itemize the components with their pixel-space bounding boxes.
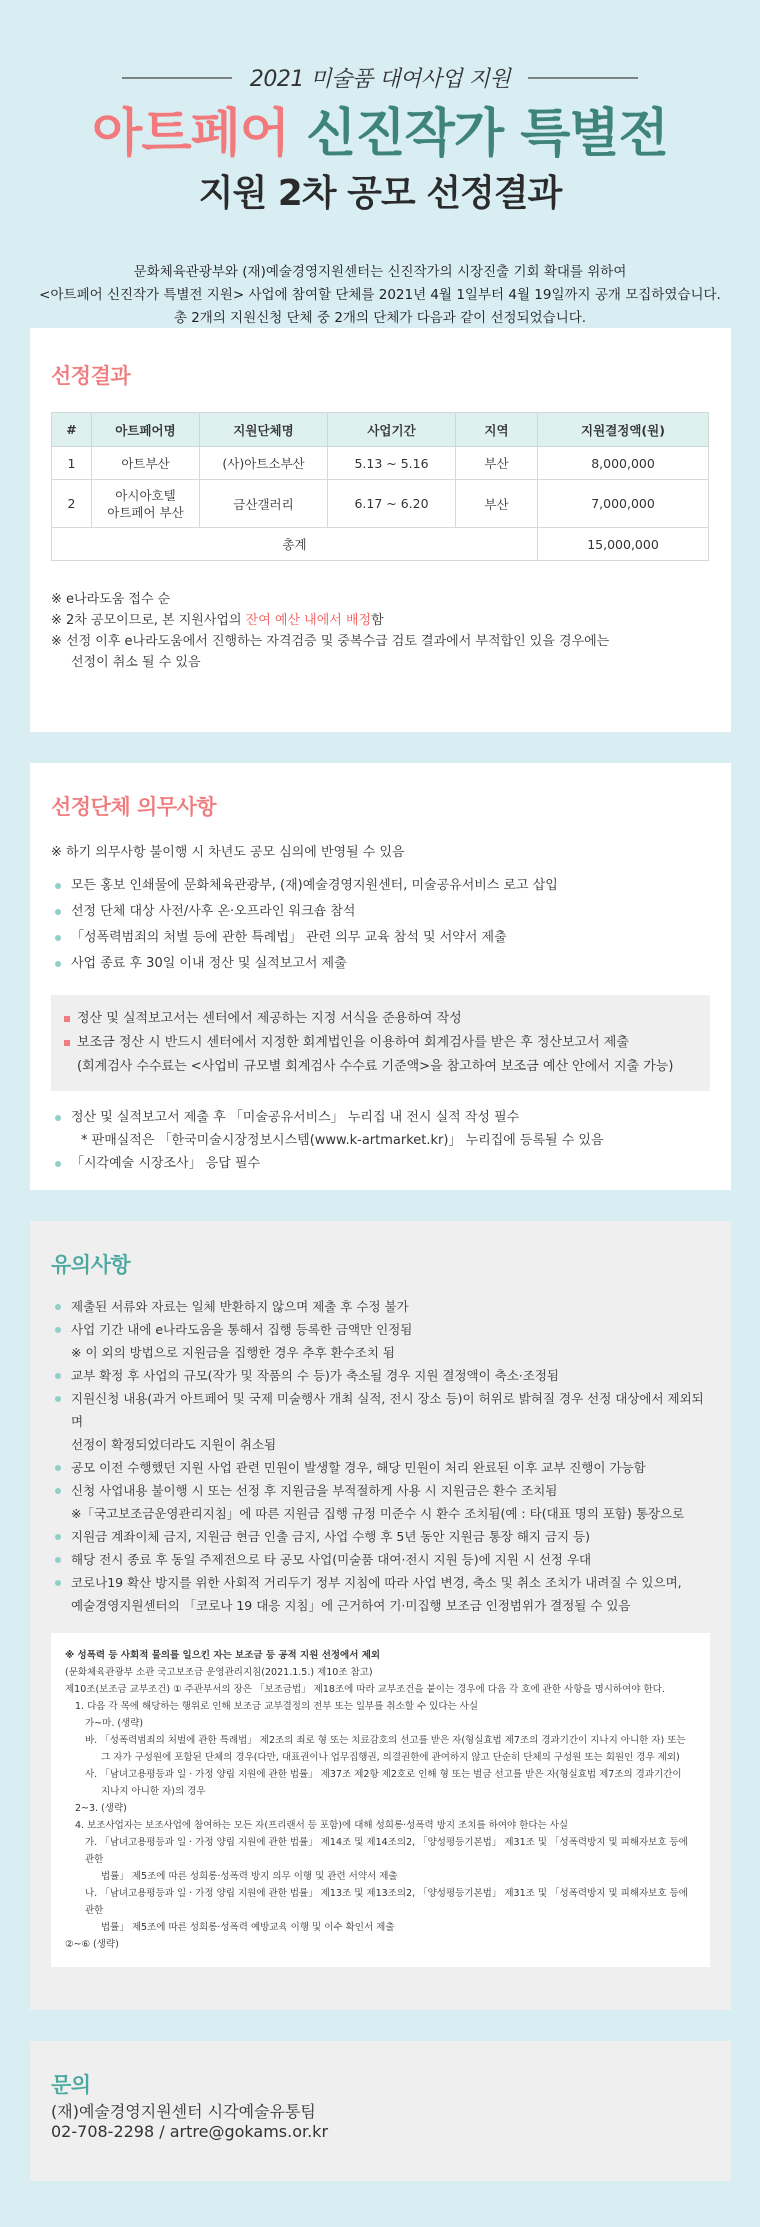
law-line: 1. 다음 각 목에 해당하는 행위로 인해 보조금 교부결정의 전부 또는 일부를 취소할 수 있다는 사실 [75, 1701, 479, 1712]
col-header: 지원결정액(원) [538, 413, 709, 447]
cell-org: (사)아트소부산 [200, 447, 328, 480]
duties-list-2 [51, 1105, 710, 1177]
col-header: 아트페어명 [92, 413, 200, 447]
cell-region: 부산 [456, 480, 538, 528]
cell-no: 2 [52, 480, 92, 528]
list-item: 「성폭력범죄의 처벌 등에 관한 특례법」 관련 의무 교육 참석 및 서약서 제출 [51, 925, 710, 951]
list-item: 해당 전시 종료 후 동일 주제전으로 타 공모 사업(미술품 대여·전시 지원 등)에 지원 시 선정 우대 [51, 1548, 710, 1571]
list-item: 지원신청 내용(과거 아트페어 및 국제 미술행사 개최 실적, 전시 장소 등)이 허위로 밝혀질 경우 선정 대상에서 제외되며 [51, 1387, 710, 1433]
list-item: 신청 사업내용 불이행 시 또는 선정 후 지원금을 부적절하게 사용 시 지원금은 환수 조치됨 [51, 1479, 710, 1502]
box-item: 정산 및 실적보고서는 센터에서 제공하는 지정 서식을 준용하여 작성 [63, 1007, 698, 1031]
col-header: 지역 [456, 413, 538, 447]
list-item: 교부 확정 후 사업의 규모(작가 및 작품의 수 등)가 축소될 경우 지원 결정액이 축소·조정됨 [51, 1364, 710, 1387]
law-line: ※ 성폭력 등 사회적 물의를 일으킨 자는 보조금 등 공적 지원 선정에서 제외 [65, 1650, 381, 1661]
title-green: 신진작가 특별전 [306, 104, 668, 164]
law-line: 법률」 제5조에 따른 성희롱·성폭력 방지 의무 이행 및 관련 서약서 제출 [101, 1871, 398, 1882]
header [0, 0, 760, 330]
col-header: 사업기간 [328, 413, 456, 447]
results-card [30, 328, 731, 732]
contact-title: 문의 [51, 2073, 91, 2097]
note: ※ e나라도움 접수 순 [51, 592, 171, 607]
list-item: 정산 및 실적보고서 제출 후 「미술공유서비스」 누리집 내 전시 실적 작성 필수 [51, 1105, 710, 1131]
list-item: 공모 이전 수행했던 지원 사업 관련 민원이 발생할 경우, 해당 민원이 처리 완료된 이후 교부 진행이 가능함 [51, 1456, 710, 1479]
note-text: ※ 2차 공모이므로, 본 지원사업의 [51, 613, 246, 628]
cell-fair [92, 480, 200, 528]
table-row [52, 447, 709, 480]
list-subnote: * 판매실적은 「한국미술시장정보시스템(www.k-artmarket.kr)」 누리집에 등록될 수 있음 [81, 1133, 604, 1148]
cell-period: 6.17 ~ 6.20 [328, 480, 456, 528]
list-item: 제출된 서류와 자료는 일체 반환하지 않으며 제출 후 수정 불가 [51, 1295, 710, 1318]
note-highlight: 잔여 예산 내에서 배정 [245, 613, 372, 628]
col-header: # [52, 413, 92, 447]
fair-line: 아시아호텔 [115, 487, 176, 503]
duties-lead: ※ 하기 의무사항 불이행 시 차년도 공모 심의에 반영될 수 있음 [51, 845, 405, 860]
law-line: 제10조(보조금 교부조건) ① 주관부서의 장은 「보조금법」 제18조에 따라 교부조건을 붙이는 경우에 다음 각 호에 관한 사항을 명시하여야 한다. [65, 1684, 665, 1695]
contact-org: (재)예술경영지원센터 시각예술유통팀 [51, 2102, 316, 2121]
law-line: 2~3. (생략) [75, 1803, 127, 1814]
duties-card [30, 763, 731, 1190]
left-rule [122, 77, 232, 79]
contact-info [51, 2099, 710, 2141]
year-line: 2021 미술품 대여사업 지원 [249, 67, 511, 92]
list-item: ※ 이 외의 방법으로 지원금을 집행한 경우 추후 환수조치 됨 [71, 1345, 395, 1360]
caution-card [30, 1221, 731, 2010]
list-item: 지원금 계좌이체 금지, 지원금 현금 인출 금지, 사업 수행 후 5년 동안 지원금 통장 해지 금지 등) [51, 1525, 710, 1548]
law-line: 사. 「남녀고용평등과 일 · 가정 양립 지원에 관한 법률」 제37조 제2항 제2호로 인해 형 또는 벌금 선고를 받은 자(형실효법 제7조의 경과기간이 [85, 1769, 682, 1780]
note-text: 함 [371, 613, 384, 628]
caution-title: 유의사항 [51, 1253, 131, 1277]
list-item: 코로나19 확산 방지를 위한 사회적 거리두기 정부 지침에 따라 사업 변경, 축소 및 취소 조치가 내려질 수 있으며, [51, 1571, 710, 1594]
year-row [0, 62, 760, 93]
caution-list [51, 1295, 710, 1617]
cell-amount: 7,000,000 [538, 480, 709, 528]
cell-amount: 8,000,000 [538, 447, 709, 480]
contact-phone-email[interactable]: 02-708-2298 / artre@gokams.or.kr [51, 2122, 329, 2141]
intro-line: 문화체육관광부와 (재)예술경영지원센터는 신진작가의 시장진출 기회 확대를 위하여 [133, 264, 627, 280]
cell-region: 부산 [456, 447, 538, 480]
law-line: 지나지 아니한 자)의 경우 [101, 1786, 206, 1797]
law-line: 그 자가 구성원에 포함된 단체의 경우(다만, 대표권이나 업무집행권, 의결권한에 관여하지 않고 단순히 단체의 구성원 또는 회원인 경우 제외) [101, 1752, 680, 1763]
cell-org: 금산갤러리 [200, 480, 328, 528]
total-row [52, 528, 709, 561]
fair-line: 아트페어 부산 [107, 504, 184, 520]
list-item: 모든 홍보 인쇄물에 문화체육관광부, (재)예술경영지원센터, 미술공유서비스 로고 삽입 [51, 873, 710, 899]
intro-text [0, 261, 760, 330]
note: 선정이 취소 될 수 있음 [71, 655, 201, 670]
duties-list [51, 873, 710, 977]
table-row [52, 480, 709, 528]
box-item: (회계검사 수수료는 <사업비 규모별 회계검사 수수료 기준액>을 참고하여 보조금 예산 안에서 지출 가능) [77, 1059, 674, 1074]
list-item: 사업 기간 내에 e나라도움을 통해서 집행 등록한 금액만 인정됨 [51, 1318, 710, 1341]
law-line: 가. 「남녀고용평등과 일 · 가정 양립 지원에 관한 법률」 제14조 및 제14조의2, 「양성평등기본법」 제31조 및 「성폭력방지 및 피해자보호 등에 관한 [85, 1837, 688, 1865]
intro-line: <아트페어 신진작가 특별전 지원> 사업에 참여할 단체를 2021년 4월 1일부터 4월 19일까지 공개 모집하였습니다. [39, 287, 721, 303]
duties-title: 선정단체 의무사항 [51, 795, 217, 819]
title-pink: 아트페어 [92, 104, 290, 164]
settlement-box [51, 995, 710, 1091]
list-item: 선정 단체 대상 사전/사후 온·오프라인 워크숍 참석 [51, 899, 710, 925]
table-header-row [52, 413, 709, 447]
list-item: ※「국고보조금운영관리지침」에 따른 지원금 집행 규정 미준수 시 환수 조치됨(예 : 타(대표 명의 포함) 통장으로 [71, 1506, 685, 1521]
right-rule [528, 77, 638, 79]
total-amount: 15,000,000 [538, 528, 709, 561]
list-item: 선정이 확정되었더라도 지원이 취소됨 [71, 1437, 277, 1452]
law-line: 나. 「남녀고용평등과 일 · 가정 양립 지원에 관한 법률」 제13조 및 제13조의2, 「양성평등기본법」 제31조 및 「성폭력방지 및 피해자보호 등에 관한 [85, 1888, 688, 1916]
intro-line: 총 2개의 지원신청 단체 중 2개의 단체가 다음과 같이 선정되었습니다. [173, 310, 587, 326]
law-line: (문화체육관광부 소관 국고보조금 운영관리지침(2021.1.5.) 제10조 참고) [65, 1667, 373, 1678]
total-label: 총계 [52, 528, 538, 561]
list-item: 예술경영지원센터의 「코로나 19 대응 지침」에 근거하여 기·미집행 보조금 인정범위가 결정될 수 있음 [71, 1598, 631, 1613]
note: ※ 선정 이후 e나라도움에서 진행하는 자격검증 및 중복수급 검토 결과에서 부적합인 있을 경우에는 [51, 634, 610, 649]
results-table [51, 412, 709, 561]
note [51, 610, 710, 631]
law-line: 법률」 제5조에 따른 성희롱·성폭력 예방교육 이행 및 이수 확인서 제출 [101, 1922, 395, 1933]
results-notes [51, 589, 710, 673]
cell-fair: 아트부산 [92, 447, 200, 480]
contact-card [30, 2041, 731, 2181]
box-item: 보조금 정산 시 반드시 센터에서 지정한 회계법인을 이용하여 회계검사를 받은 후 정산보고서 제출 [63, 1031, 698, 1055]
subtitle: 지원 2차 공모 선정결과 [198, 173, 562, 214]
cell-no: 1 [52, 447, 92, 480]
law-line: ②~⑥ (생략) [65, 1939, 119, 1950]
list-item: 「시각예술 시장조사」 응답 필수 [51, 1151, 710, 1177]
list-item: 사업 종료 후 30일 이내 정산 및 실적보고서 제출 [51, 951, 710, 977]
main-title [0, 103, 760, 165]
law-line: 4. 보조사업자는 보조사업에 참여하는 모든 자(프리랜서 등 포함)에 대해 성희롱·성폭력 방지 조치를 하여야 한다는 사실 [75, 1820, 569, 1831]
col-header: 지원단체명 [200, 413, 328, 447]
law-line: 바. 「성폭력범죄의 처벌에 관한 특례법」 제2조의 죄로 형 또는 치료감호의 선고를 받은 자(형실효법 제7조의 경과기간이 지나지 아니한 자) 또는 [85, 1735, 686, 1746]
cell-period: 5.13 ~ 5.16 [328, 447, 456, 480]
law-line: 가~마. (생략) [85, 1718, 144, 1729]
law-box [51, 1633, 710, 1967]
results-title: 선정결과 [51, 364, 131, 388]
